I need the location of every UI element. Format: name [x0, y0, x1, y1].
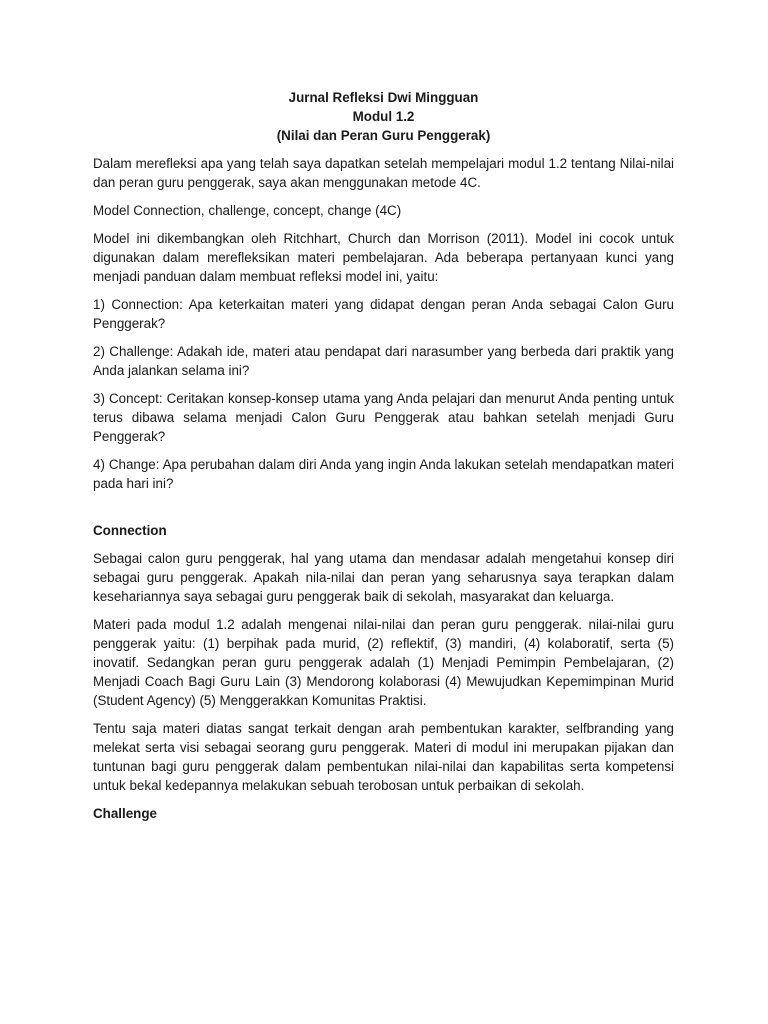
title-line-subtitle: (Nilai dan Peran Guru Penggerak) — [276, 128, 491, 143]
title-line-journal: Jurnal Refleksi Dwi Mingguan — [288, 90, 479, 105]
connection-paragraph: Tentu saja materi diatas sangat terkait dengan arah pembentukan karakter, selfbranding yang melekat serta visi sebagai seorang guru penggerak. Materi di modul ini merupakan pijakan dan tuntunan bagi guru penggerak dalam pembentukan nilai-nilai dan kapabilitas serta kompetensi untuk bekal kedepannya melakukan sebuah terobosan untuk perbaikan di sekolah. — [93, 721, 674, 793]
question-change: 4) Change: Apa perubahan dalam diri Anda yang ingin Anda lakukan setelah mendapatkan materi pada hari ini? — [93, 457, 674, 491]
section-heading-connection: Connection — [93, 523, 167, 538]
document-title — [93, 88, 674, 145]
model-line: Model Connection, challenge, concept, change (4C) — [93, 203, 402, 218]
question-concept: 3) Concept: Ceritakan konsep-konsep utama yang Anda pelajari dan menurut Anda penting untuk terus dibawa selama menjadi Calon Guru Penggerak atau bahkan setelah menjadi Guru Penggerak? — [93, 391, 674, 444]
question-connection: 1) Connection: Apa keterkaitan materi yang didapat dengan peran Anda sebagai Calon Guru Penggerak? — [93, 297, 674, 331]
document-page — [93, 88, 674, 832]
section-heading-challenge: Challenge — [93, 806, 157, 821]
connection-paragraph: Sebagai calon guru penggerak, hal yang utama dan mendasar adalah mengetahui konsep diri sebagai guru penggerak. Apakah nila-nilai dan peran yang seharusnya saya terapkan dalam kesehariannya saya sebagai guru penggerak baik di sekolah, masyarakat dan keluarga. — [93, 551, 674, 604]
model-description: Model ini dikembangkan oleh Ritchhart, Church dan Morrison (2011). Model ini cocok untuk digunakan dalam merefleksikan materi pembelajaran. Ada beberapa pertanyaan kunci yang menjadi panduan dalam membuat refleksi model ini, yaitu: — [93, 231, 674, 284]
connection-paragraph: Materi pada modul 1.2 adalah mengenai nilai-nilai dan peran guru penggerak. nilai-nilai guru penggerak yaitu: (1) berpihak pada murid, (2) reflektif, (3) mandiri, (4) kolaboratif, serta (5) inovatif. Sedangkan peran guru penggerak adalah (1) Menjadi Pemimpin Pembelajaran, (2) Menjadi Coach Bagi Guru Lain (3) Mendorong kolaborasi (4) Mewujudkan Kepemimpinan Murid (Student Agency) (5) Menggerakkan Komunitas Praktisi. — [93, 617, 674, 708]
intro-paragraph: Dalam merefleksi apa yang telah saya dapatkan setelah mempelajari modul 1.2 tentang Nilai-nilai dan peran guru penggerak, saya akan menggunakan metode 4C. — [93, 156, 674, 190]
question-challenge: 2) Challenge: Adakah ide, materi atau pendapat dari narasumber yang berbeda dari praktik yang Anda jalankan selama ini? — [93, 344, 674, 378]
title-line-module: Modul 1.2 — [352, 109, 415, 124]
